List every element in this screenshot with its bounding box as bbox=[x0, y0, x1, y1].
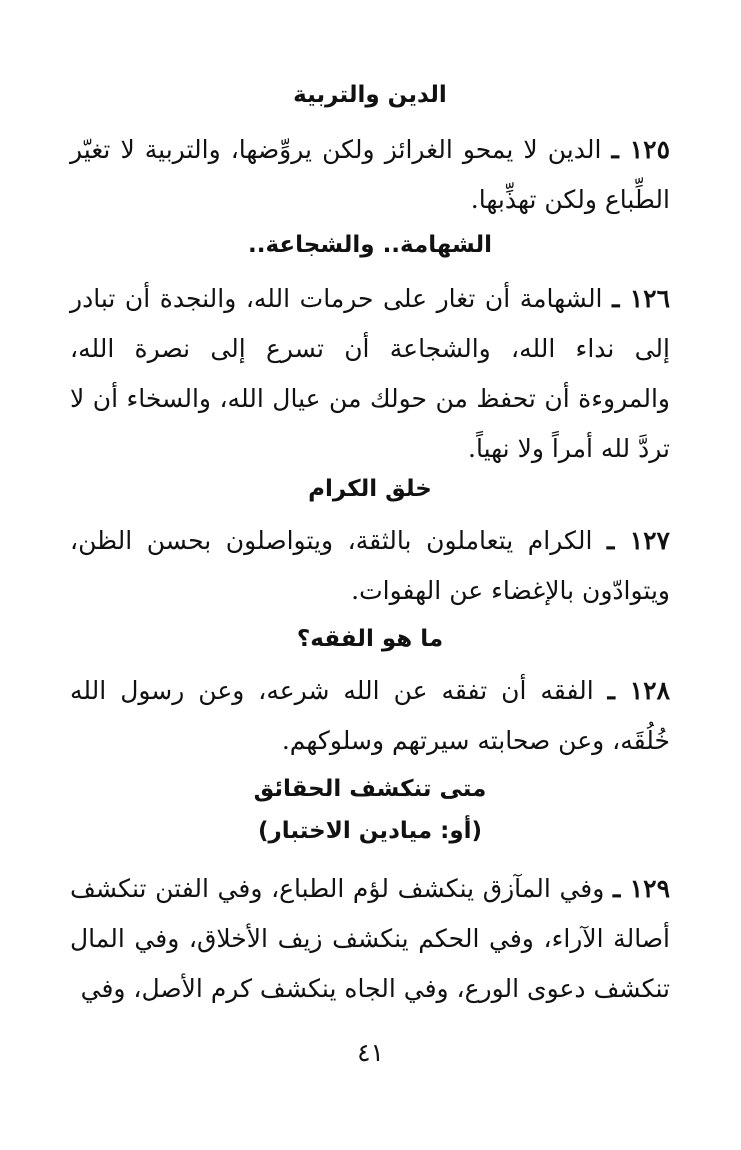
paragraph-127 bbox=[70, 516, 670, 616]
paragraph-text-128: الفقه أن تفقه عن الله شرعه، وعن رسول الله خُلُقَه، وعن صحابته سيرتهم وسلوكهم. bbox=[70, 676, 670, 755]
paragraph-text-127: الكرام يتعاملون بالثقة، ويتواصلون بحسن الظن، ويتوادّون بالإغضاء عن الهفوات. bbox=[70, 526, 670, 605]
section-heading-125: الدين والتربية bbox=[293, 82, 447, 108]
paragraph-text-129: وفي المآزق ينكشف لؤم الطباع، وفي الفتن تنكشف أصالة الآراء، وفي الحكم ينكشف زيف الأخلاق، وفي المال تنكشف دعوى الورع، وفي الجاه ينكشف كرم الأصل، وفي bbox=[70, 874, 670, 1003]
section-heading-129: متى تنكشف الحقائق bbox=[253, 776, 487, 802]
section-heading-127: خلق الكرام bbox=[308, 476, 432, 502]
paragraph-125 bbox=[70, 125, 670, 225]
paragraph-129 bbox=[70, 864, 670, 1014]
paragraph-text-125: الدين لا يمحو الغرائز ولكن يروِّضها، والتربية لا تغيّر الطِّباع ولكن تهذِّبها. bbox=[70, 135, 670, 214]
section-subheading-129: (أو: ميادين الاختبار) bbox=[257, 818, 483, 844]
paragraph-128 bbox=[70, 666, 670, 766]
paragraph-number-127: ١٢٧ ـ bbox=[607, 526, 670, 555]
paragraph-number-126: ١٢٦ ـ bbox=[612, 284, 671, 313]
paragraph-number-125: ١٢٥ ـ bbox=[611, 135, 671, 164]
paragraph-number-128: ١٢٨ ـ bbox=[607, 676, 671, 705]
section-heading-128: ما هو الفقه؟ bbox=[296, 626, 444, 652]
paragraph-text-126: الشهامة أن تغار على حرمات الله، والنجدة أن تبادر إلى نداء الله، والشجاعة أن تسرع إلى نصرة الله، والمروءة أن تحفظ من حولك من عيال الله، والسخاء أن لا تردَّ لله أمراً ولا نهياً. bbox=[70, 284, 670, 463]
paragraph-126 bbox=[70, 274, 670, 474]
section-heading-126: الشهامة.. والشجاعة.. bbox=[248, 232, 492, 258]
paragraph-number-129: ١٢٩ ـ bbox=[612, 874, 671, 903]
page-number: ٤١ bbox=[357, 1038, 384, 1067]
